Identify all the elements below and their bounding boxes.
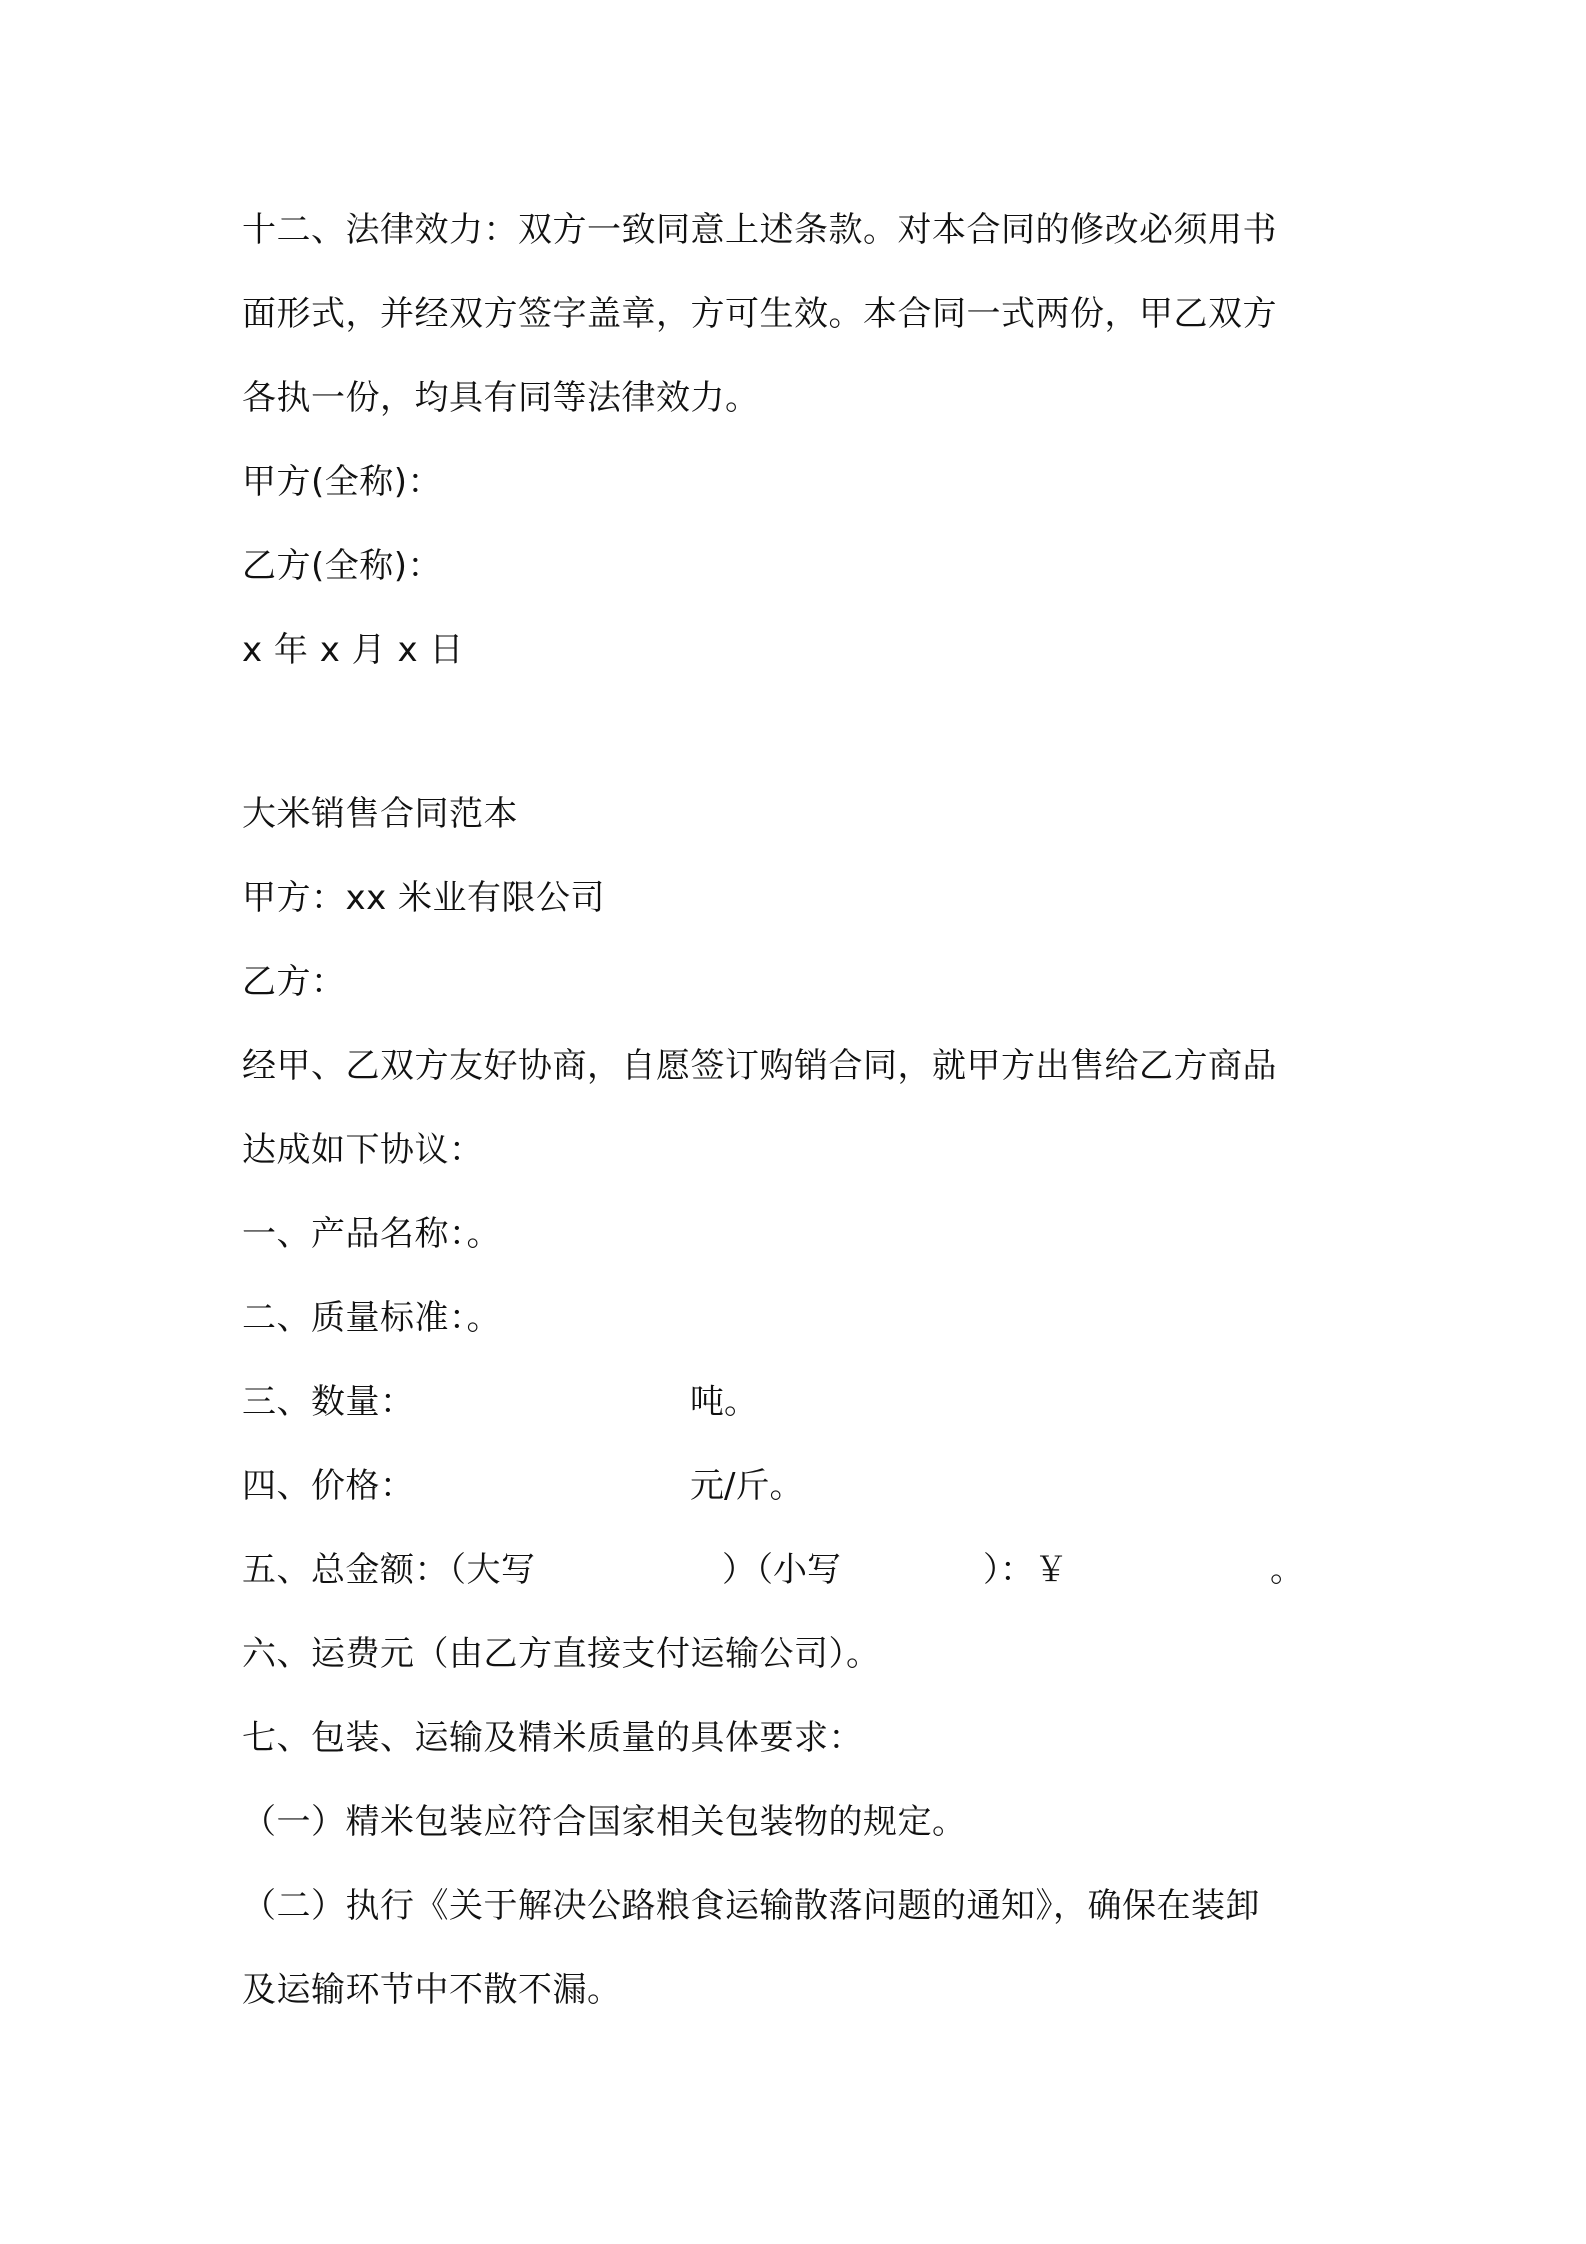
item-packaging-requirements: 七、包装、运输及精米质量的具体要求： — [242, 1718, 863, 1758]
item-packaging-sub2-line1: （二）执行《关于解决公路粮食运输散落问题的通知》，确保在装卸 — [242, 1886, 1260, 1926]
signature-party-b: 乙方(全称)： — [242, 546, 443, 586]
item-packaging-sub2-line2: 及运输环节中不散不漏。 — [242, 1970, 622, 2010]
section12-line1: 十二、法律效力：双方一致同意上述条款。对本合同的修改必须用书 — [242, 210, 1277, 250]
item-freight: 六、运费元（由乙方直接支付运输公司）。 — [242, 1634, 881, 1674]
item-total-label: 五、总金额：（大写 — [242, 1550, 536, 1590]
contract-party-b: 乙方： — [242, 962, 346, 1002]
item-total-lowercase: ）（小写 — [722, 1550, 841, 1590]
item-product-name: 一、产品名称：。 — [242, 1214, 501, 1254]
section12-line3: 各执一份，均具有同等法律效力。 — [242, 378, 760, 418]
contract-intro-line1: 经甲、乙双方友好协商，自愿签订购销合同，就甲方出售给乙方商品 — [242, 1046, 1277, 1086]
item-total-end: 。 — [1270, 1550, 1304, 1590]
contract-party-a: 甲方：xx 米业有限公司 — [242, 878, 606, 918]
contract-title: 大米销售合同范本 — [242, 794, 518, 834]
signature-date: x 年 x 月 x 日 — [242, 630, 464, 670]
item-quality-standard: 二、质量标准：。 — [242, 1298, 501, 1338]
item-price-unit: 元/斤。 — [690, 1466, 804, 1506]
section12-line2: 面形式，并经双方签字盖章，方可生效。本合同一式两份，甲乙双方 — [242, 294, 1277, 334]
item-quantity-label: 三、数量： — [242, 1382, 415, 1422]
item-price-label: 四、价格： — [242, 1466, 415, 1506]
item-packaging-sub1: （一）精米包装应符合国家相关包装物的规定。 — [242, 1802, 967, 1842]
item-total-yen: ）：￥ — [983, 1550, 1068, 1590]
item-quantity-unit: 吨。 — [690, 1382, 758, 1422]
contract-intro-line2: 达成如下协议： — [242, 1130, 484, 1170]
signature-party-a: 甲方(全称)： — [242, 462, 443, 502]
